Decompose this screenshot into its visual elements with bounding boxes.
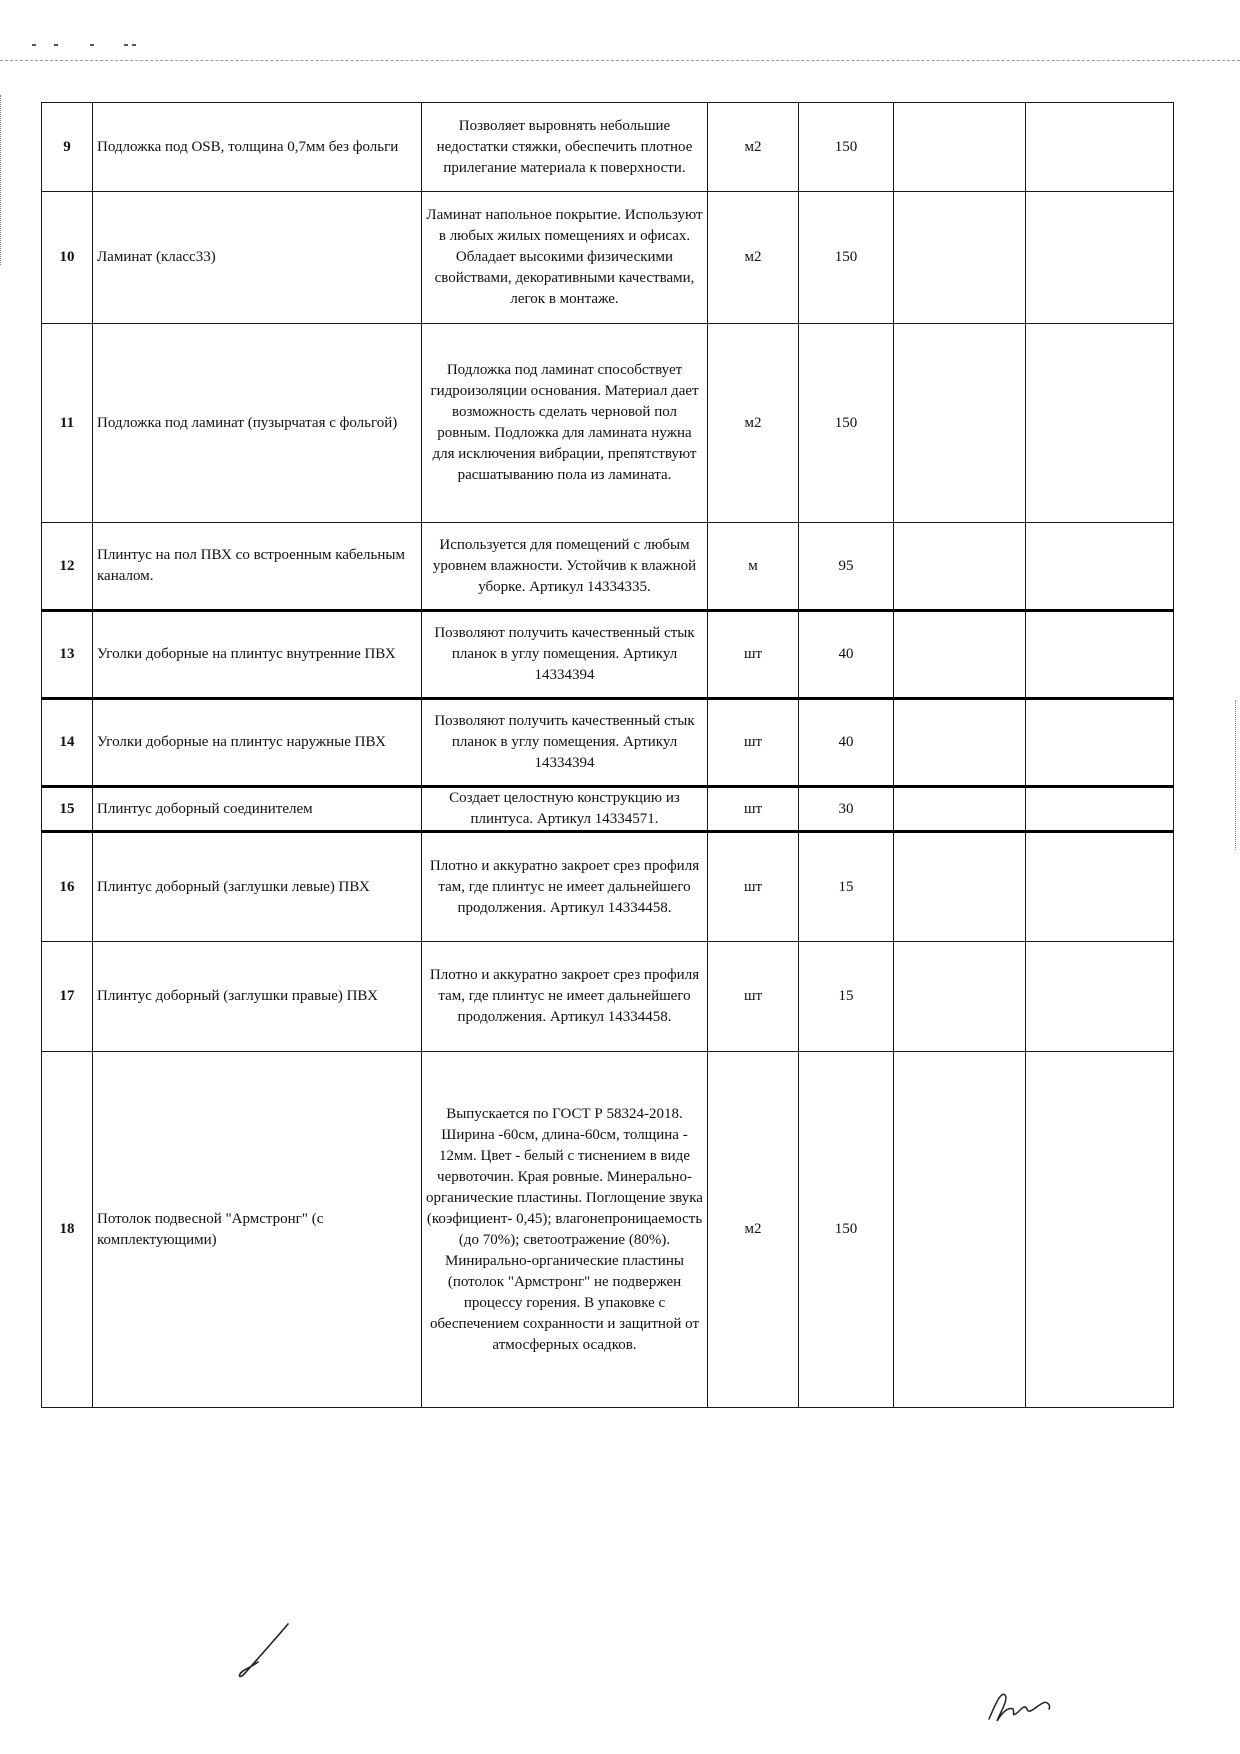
item-description: Ламинат напольное покрытие. Используют в любых жилых помещениях и офисах. Обладает высокими физическими свойствами, декоративными качествами, легок в монтаже. xyxy=(422,192,708,324)
signature-mark-left xyxy=(232,1622,292,1682)
table-row xyxy=(42,103,1174,192)
specification-table xyxy=(41,102,1174,1408)
item-quantity: 95 xyxy=(799,523,894,611)
item-quantity: 15 xyxy=(799,942,894,1052)
item-unit: шт xyxy=(708,787,799,832)
row-number: 10 xyxy=(42,192,93,324)
item-description: Создает целостную конструкцию из плинтуса. Артикул 14334571. xyxy=(422,787,708,832)
item-name: Плинтус доборный (заглушки левые) ПВХ xyxy=(93,832,422,942)
item-unit: м2 xyxy=(708,192,799,324)
row-number: 9 xyxy=(42,103,93,192)
item-name: Уголки доборные на плинтус наружные ПВХ xyxy=(93,699,422,787)
item-price-cell xyxy=(894,942,1026,1052)
item-unit: шт xyxy=(708,611,799,699)
item-name: Подложка под OSB, толщина 0,7мм без фольги xyxy=(93,103,422,192)
item-quantity: 40 xyxy=(799,611,894,699)
scan-top-dashed-line xyxy=(0,60,1240,61)
table-row xyxy=(42,942,1174,1052)
item-total-cell xyxy=(1026,192,1174,324)
item-name: Ламинат (класс33) xyxy=(93,192,422,324)
item-quantity: 150 xyxy=(799,1052,894,1408)
item-total-cell xyxy=(1026,1052,1174,1408)
item-unit: шт xyxy=(708,832,799,942)
scan-left-edge-marks xyxy=(0,95,3,265)
row-number: 15 xyxy=(42,787,93,832)
item-unit: шт xyxy=(708,942,799,1052)
item-price-cell xyxy=(894,192,1026,324)
item-price-cell xyxy=(894,324,1026,523)
item-price-cell xyxy=(894,832,1026,942)
item-description: Подложка под ламинат способствует гидроизоляции основания. Материал дает возможность сделать черновой пол ровным. Подложка для ламината нужна для исключения вибрации, препятствуют расшатыванию пола из ламината. xyxy=(422,324,708,523)
table-row xyxy=(42,1052,1174,1408)
signature-mark-right xyxy=(985,1685,1055,1725)
item-name: Подложка под ламинат (пузырчатая с фольгой) xyxy=(93,324,422,523)
item-price-cell xyxy=(894,787,1026,832)
item-quantity: 15 xyxy=(799,832,894,942)
item-description: Используется для помещений с любым уровнем влажности. Устойчив к влажной уборке. Артикул 14334335. xyxy=(422,523,708,611)
item-unit: м2 xyxy=(708,324,799,523)
table-row xyxy=(42,787,1174,832)
item-description: Позволяют получить качественный стык планок в углу помещения. Артикул 14334394 xyxy=(422,611,708,699)
item-description: Плотно и аккуратно закроет срез профиля там, где плинтус не имеет дальнейшего продолжения. Артикул 14334458. xyxy=(422,942,708,1052)
item-description: Позволяют получить качественный стык планок в углу помещения. Артикул 14334394 xyxy=(422,699,708,787)
item-total-cell xyxy=(1026,523,1174,611)
item-quantity: 150 xyxy=(799,192,894,324)
item-total-cell xyxy=(1026,832,1174,942)
row-number: 11 xyxy=(42,324,93,523)
scan-top-marks xyxy=(32,40,162,52)
row-number: 14 xyxy=(42,699,93,787)
item-total-cell xyxy=(1026,787,1174,832)
table-row xyxy=(42,699,1174,787)
row-number: 12 xyxy=(42,523,93,611)
item-price-cell xyxy=(894,699,1026,787)
row-number: 18 xyxy=(42,1052,93,1408)
row-number: 13 xyxy=(42,611,93,699)
row-number: 16 xyxy=(42,832,93,942)
item-name: Плинтус доборный соединителем xyxy=(93,787,422,832)
item-description: Позволяет выровнять небольшие недостатки стяжки, обеспечить плотное прилегание материала к поверхности. xyxy=(422,103,708,192)
item-unit: шт xyxy=(708,699,799,787)
item-price-cell xyxy=(894,103,1026,192)
item-total-cell xyxy=(1026,103,1174,192)
item-name: Плинтус на пол ПВХ со встроенным кабельным каналом. xyxy=(93,523,422,611)
item-description: Выпускается по ГОСТ Р 58324-2018. Ширина -60см, длина-60см, толщина - 12мм. Цвет - белый с тиснением в виде червоточин. Края ровные. Минерально-органические пластины. Поглощение звука (коэфициент- 0,45); влагонепроницаемость (до 70%); светоотражение (80%). Минирально-органические пластины (потолок "Армстронг" не подвержен процессу горения. В упаковке с обеспечением сохранности и защитной от атмосферных осадков. xyxy=(422,1052,708,1408)
item-total-cell xyxy=(1026,699,1174,787)
item-total-cell xyxy=(1026,942,1174,1052)
item-quantity: 40 xyxy=(799,699,894,787)
item-name: Уголки доборные на плинтус внутренние ПВХ xyxy=(93,611,422,699)
item-price-cell xyxy=(894,523,1026,611)
item-description: Плотно и аккуратно закроет срез профиля там, где плинтус не имеет дальнейшего продолжения. Артикул 14334458. xyxy=(422,832,708,942)
table-row xyxy=(42,611,1174,699)
table-row xyxy=(42,832,1174,942)
row-number: 17 xyxy=(42,942,93,1052)
item-quantity: 30 xyxy=(799,787,894,832)
table-row xyxy=(42,523,1174,611)
item-quantity: 150 xyxy=(799,103,894,192)
item-unit: м xyxy=(708,523,799,611)
item-total-cell xyxy=(1026,611,1174,699)
item-price-cell xyxy=(894,611,1026,699)
item-unit: м2 xyxy=(708,1052,799,1408)
scan-right-edge-marks xyxy=(1235,700,1238,850)
item-price-cell xyxy=(894,1052,1026,1408)
item-name: Плинтус доборный (заглушки правые) ПВХ xyxy=(93,942,422,1052)
table-row xyxy=(42,192,1174,324)
item-total-cell xyxy=(1026,324,1174,523)
table-row xyxy=(42,324,1174,523)
item-unit: м2 xyxy=(708,103,799,192)
item-quantity: 150 xyxy=(799,324,894,523)
item-name: Потолок подвесной "Армстронг" (с комплектующими) xyxy=(93,1052,422,1408)
